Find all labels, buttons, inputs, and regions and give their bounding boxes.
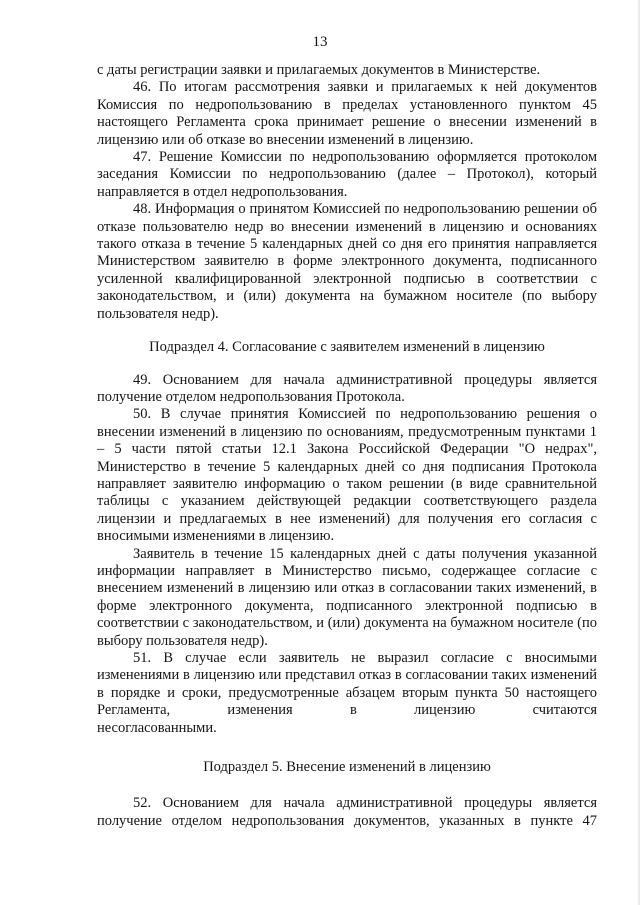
spacer: [97, 737, 597, 759]
paragraph-51-end: несогласованными.: [97, 719, 217, 736]
spacer: [97, 357, 597, 372]
spacer: [97, 323, 597, 339]
paragraph-50-second: Заявитель в течение 15 календарных дней с даты получения указанной информации направляет в Министерство письмо, содержащее согласие с внесением изменений в лицензию или отказ в согласовании таких изменений, в форме электронного документа, подписанного электронной подписью в соответствии с законодательством, и (или) документа на бумажном носителе (по выбору пользователя недр).: [97, 545, 597, 649]
paragraph-50: 50. В случае принятия Комиссией по недропользованию решения о внесении изменений в лицензию по основаниям, предусмотренным пунктами 1 – 5 части пятой статьи 12.1 Закона Российской Федерации "О недрах", Министерство в течение 5 календарных дней со дня подписания Протокола направляет заявителю информацию о таком решении (в виде сравнительной таблицы с указанием действующей редакции соответствующего раздела лицензии и предлагаемых в нее изменений) для получения его согласия с вносимыми изменениями в лицензию.: [97, 406, 597, 545]
spacer: [97, 776, 597, 795]
paragraph-51: 51. В случае если заявитель не выразил согласие с вносимыми изменениями в лицензию или представил отказ в согласовании таких изменений в порядке и сроки, предусмотренные абзацем вторым пункта 50 настоящего Регламента, изменения в лицензию считаются: [97, 650, 597, 719]
document-body: [97, 62, 597, 830]
paragraph-52: 52. Основанием для начала административной процедуры является получение отделом недропользования документов, указанных в пункте 47: [97, 795, 597, 829]
paragraph-48: 48. Информация о принятом Комиссией по недропользованию решении об отказе пользователю недр во внесении изменений в лицензию и основаниях такого отказа в течение 5 календарных дней со дня его принятия направляется Министерством заявителю в форме электронного документа, подписанного усиленной квалифицированной электронной подписью в соответствии с законодательством, и (или) документа на бумажном носителе (по выбору пользователя недр).: [97, 201, 597, 322]
paragraph-47: 47. Решение Комиссии по недропользованию оформляется протоколом заседания Комиссии по недропользованию (далее – Протокол), который направляется в отдел недропользования.: [97, 149, 597, 200]
paragraph-46: 46. По итогам рассмотрения заявки и прилагаемых к ней документов Комиссия по недропользованию в пределах установленного пунктом 45 настоящего Регламента срока принимает решение о внесении изменений в лицензию или об отказе во внесении изменений в лицензию.: [97, 79, 597, 148]
page-number: 13: [312, 34, 328, 50]
subsection-5-heading: Подраздел 5. Внесение изменений в лицензию: [203, 759, 491, 776]
paragraph-continuation: с даты регистрации заявки и прилагаемых документов в Министерстве.: [97, 62, 541, 78]
subsection-4-heading: Подраздел 4. Согласование с заявителем изменений в лицензию: [149, 339, 545, 356]
paragraph-49: 49. Основанием для начала административной процедуры является получение отделом недропользования Протокола.: [97, 371, 597, 405]
